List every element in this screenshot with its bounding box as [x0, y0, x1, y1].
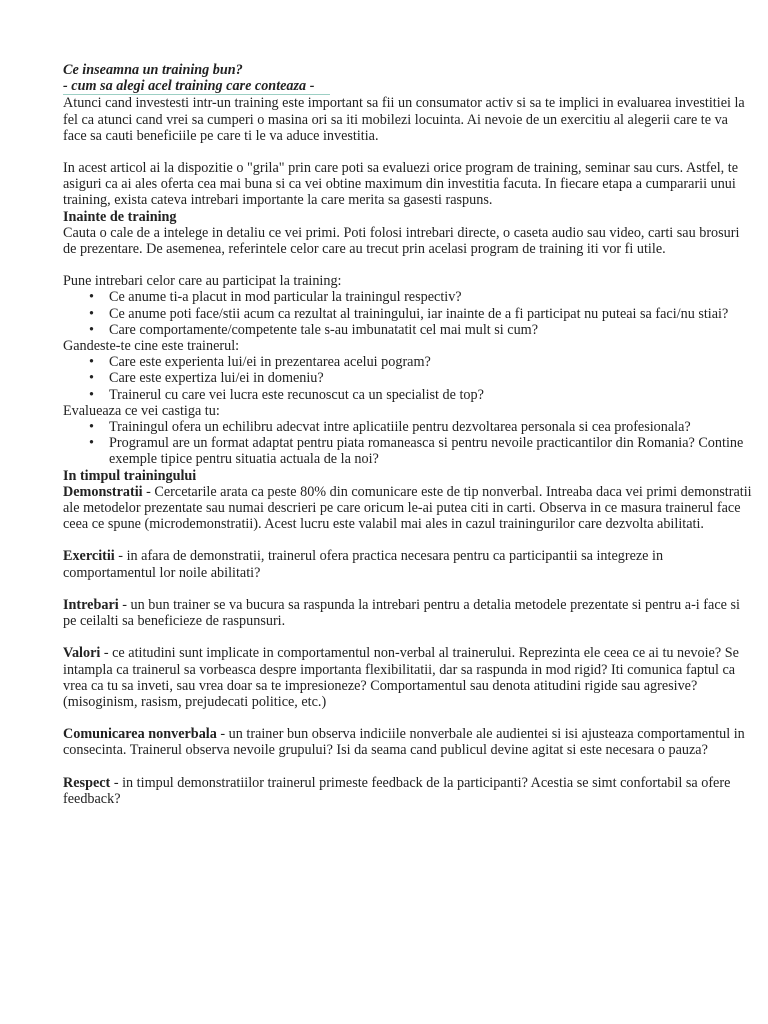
- term-label: Valori: [63, 645, 101, 662]
- list-item: • Care comportamente/competente tale s-au imbunatatit cel mai mult si cum?: [109, 322, 753, 338]
- intro-paragraph-1: Atunci cand investesti intr-un training este important sa fii un consumator activ si sa te implici in evaluarea investitiei la fel ca atunci cand vrei sa cumperi o masina ori sa iti mobilezi locuinta. Ai nevoie de un exercitiu al alegerii care te va face sa cauti beneficiile pe care ti le va aduce investitia.: [63, 95, 745, 144]
- intro-paragraph-2: In acest articol ai la dispozitie o "grila" prin care poti sa evaluezi orice program de training, seminar sau curs. Astfel, te asiguri ca ai ales oferta cea mai buna si ca vei obtine maximum din investitia facuta. In fiecare etapa a cumpararii unui training, exista cateva intrebari importante la care merita sa gasesti raspuns.: [63, 160, 738, 209]
- list-item: • Trainingul ofera un echilibru adecvat intre aplicatiile pentru dezvoltarea personala si cea profesionala?: [109, 419, 753, 435]
- list-item: • Programul are un format adaptat pentru piata romaneasca si pentru nevoile practicantilor din Romania? Contine exemple tipice pentru situatia actuala de la noi?: [109, 435, 753, 467]
- term-label: Respect: [63, 774, 111, 791]
- term-text: - ce atitudini sunt implicate in comportamentul non-verbal al trainerului. Reprezinta ele ceea ce ai tu nevoie? Se intampla ca trainerul sa vorbeasca despre importanta flexibilitatii, dar sa raspunda in mod rigid? Iti comunica faptul ca vrea ca tu sa inveti, sau vrea doar sa te impresioneze? Comportamentul sau denota atitudini rigide sau agresive? (misoginism, rasism, prejudecati politice, etc.): [63, 645, 739, 710]
- ask-list: [63, 289, 753, 338]
- term-label: Exercitii: [63, 548, 115, 565]
- document-subtitle: - cum sa alegi acel training care conteaza -: [63, 78, 330, 95]
- during-item-valori: [63, 645, 753, 710]
- during-item-comunicare: [63, 726, 753, 758]
- term-label: Demonstratii: [63, 483, 143, 500]
- term-text: - in afara de demonstratii, trainerul ofera practica necesara pentru ca participantii sa integreze in comportamentul lor noile abilitati?: [63, 548, 664, 581]
- document-page: [63, 62, 753, 807]
- term-text: - un bun trainer se va bucura sa raspunda la intrebari pentru a detalia metodele prezentate si pentru a-i face si pe ceilalti sa beneficieze de raspunsuri.: [63, 596, 740, 630]
- during-item-exercitii: [63, 548, 753, 580]
- section-heading-before: Inainte de training: [63, 208, 177, 225]
- section-heading-during: In timpul trainingului: [63, 467, 197, 484]
- during-item-respect: [63, 775, 753, 807]
- trainer-list: [63, 354, 753, 403]
- term-label: Comunicarea nonverbala: [63, 726, 217, 743]
- term-label: Intrebari: [63, 596, 119, 613]
- list-item: • Ce anume ti-a placut in mod particular la trainingul respectiv?: [109, 289, 753, 305]
- trainer-intro: Gandeste-te cine este trainerul:: [63, 338, 240, 355]
- term-text: - Cercetarile arata ca peste 80% din comunicare este de tip nonverbal. Intreaba daca vei primi demonstratii ale metodelor prezentate sau numai descrieri pe care oricum le-ai putea citi in carti. Observa in ce masura trainerul face ceea ce spune (microdemonstratii). Acest lucru este valabil mai ales in cazul trainingurilor care dezvolta abilitati.: [63, 483, 752, 533]
- during-item-intrebari: [63, 597, 753, 629]
- gain-intro: Evalueaza ce vei castiga tu:: [63, 402, 220, 419]
- term-text: - un trainer bun observa indiciile nonverbale ale audientei si isi ajusteaza comportamentul in consecinta. Trainerul observa nevoile grupului? Isi da seama cand publicul devine agitat si este necesara o pauza?: [63, 726, 745, 759]
- list-item: • Care este expertiza lui/ei in domeniu?: [109, 370, 753, 386]
- list-item: • Care este experienta lui/ei in prezentarea acelui pogram?: [109, 354, 753, 370]
- ask-intro: Pune intrebari celor care au participat la training:: [63, 273, 342, 290]
- before-paragraph: Cauta o cale de a intelege in detaliu ce vei primi. Poti folosi intrebari directe, o caseta audio sau video, carti sau brosuri de prezentare. De asemenea, referintele celor care au trecut prin acelasi program de training iti vor fi utile.: [63, 224, 740, 258]
- list-item: • Trainerul cu care vei lucra este recunoscut ca un specialist de top?: [109, 387, 753, 403]
- during-item-demonstratii: [63, 484, 753, 533]
- list-item: • Ce anume poti face/stii acum ca rezultat al trainingului, iar inainte de a fi participat nu puteai sa faci/nu stiai?: [109, 306, 753, 322]
- term-text: - in timpul demonstratiilor trainerul primeste feedback de la participanti? Acestia se simt confortabil sa ofere feedback?: [63, 774, 731, 807]
- gain-list: [63, 419, 753, 468]
- document-title: Ce inseamna un training bun?: [63, 62, 243, 78]
